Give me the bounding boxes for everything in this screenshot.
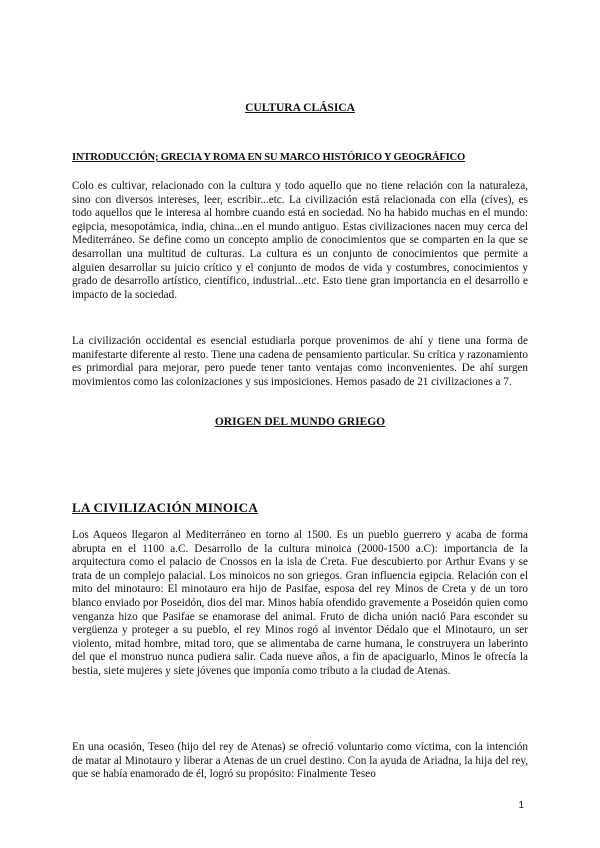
page-number: 1 <box>518 800 524 811</box>
intro-heading: INTRODUCCIÓN; GRECIA Y ROMA EN SU MARCO HISTÓRICO Y GEOGRÁFICO <box>72 152 466 163</box>
section-heading-origen: ORIGEN DEL MUNDO GRIEGO <box>214 416 386 428</box>
paragraph-teseo: En una ocasión, Teseo (hijo del rey de Atenas) se ofreció voluntario como víctima, con la intención de matar al Minotauro y liberar a Atenas de un cruel destino. Con la ayuda de Ariadna, la hija del rey, que se había enamorado de él, logró su propósito: Finalmente Teseo <box>72 741 528 781</box>
paragraph-civilizacion-occidental: La civilización occidental es esencial estudiarla porque provenimos de ahí y tiene una forma de manifestarte diferente al resto. Tiene una cadena de pensamiento particular. Su crítica y razonamiento es primordial para mejorar, pero puede tener tanto ventajas como inconvenientes. De ahí surgen movimientos como las colonizaciones y sus imposiciones. Hemos pasado de 21 civilizaciones a 7. <box>72 335 528 388</box>
paragraph-cultura: Colo es cultivar, relacionado con la cultura y todo aquello que no tiene relación con la naturaleza, sino con diversos intereses, leer, escribir...etc. La civilización está relacionada con ella (cíves), es todo aquellos que le interesa al hombre cuando está en sociedad. No ha habido muchas en el mundo: egipcia, mesopotámica, india, china...en el mundo antiguo. Estas civilizaciones nacen muy cerca del Mediterráneo. Se define como un concepto amplio de conocimientos que se comparten en la que se desarrollan una multitud de culturas. La cultura es un conjunto de conocimientos que permite a alguien desarrollar su juicio crítico y el conjunto de modos de vida y costumbres, conocimientos y grado de desarrollo artístico, científico, industrial...etc. Esto tiene gran importancia en el desarrollo e impacto de la sociedad. <box>72 180 528 301</box>
paragraph-minoica: Los Aqueos llegaron al Mediterráneo en torno al 1500. Es un pueblo guerrero y acaba de forma abrupta en el 1100 a.C. Desarrollo de la cultura minoica (2000-1500 a.C): importancia de la arquitectura como el palacio de Cnossos en la isla de Creta. Fue descubierto por Arthur Evans y se trata de un complejo palacial. Los minoicos no son griegos. Gran influencia egipcia. Relación con el mito del minotauro: El minotauro era hijo de Pasifae, esposa del rey Minos de Creta y de un toro blanco enviado por Poseidón, dios del mar. Minos había ofendido gravemente a Poseidón quien como venganza hizo que Pasifae se enamorase del animal. Fruto de dicha unión nació Para esconder su vergüenza y proteger a su pueblo, el rey Minos rogó al inventor Dédalo que el Minotauro, un ser violento, mitad hombre, mitad toro, que se alimentaba de carne humana, le construyera un laberinto del que el monstruo nunca pudiera salir. Cada nueve años, a fin de apaciguarlo, Minos le ofrecía la bestia, siete mujeres y siete jóvenes que imponía como tributo a la ciudad de Atenas. <box>72 529 528 677</box>
section-heading-minoica: LA CIVILIZACIÓN MINOICA <box>72 500 259 515</box>
document-title: CULTURA CLÁSICA <box>245 102 355 114</box>
